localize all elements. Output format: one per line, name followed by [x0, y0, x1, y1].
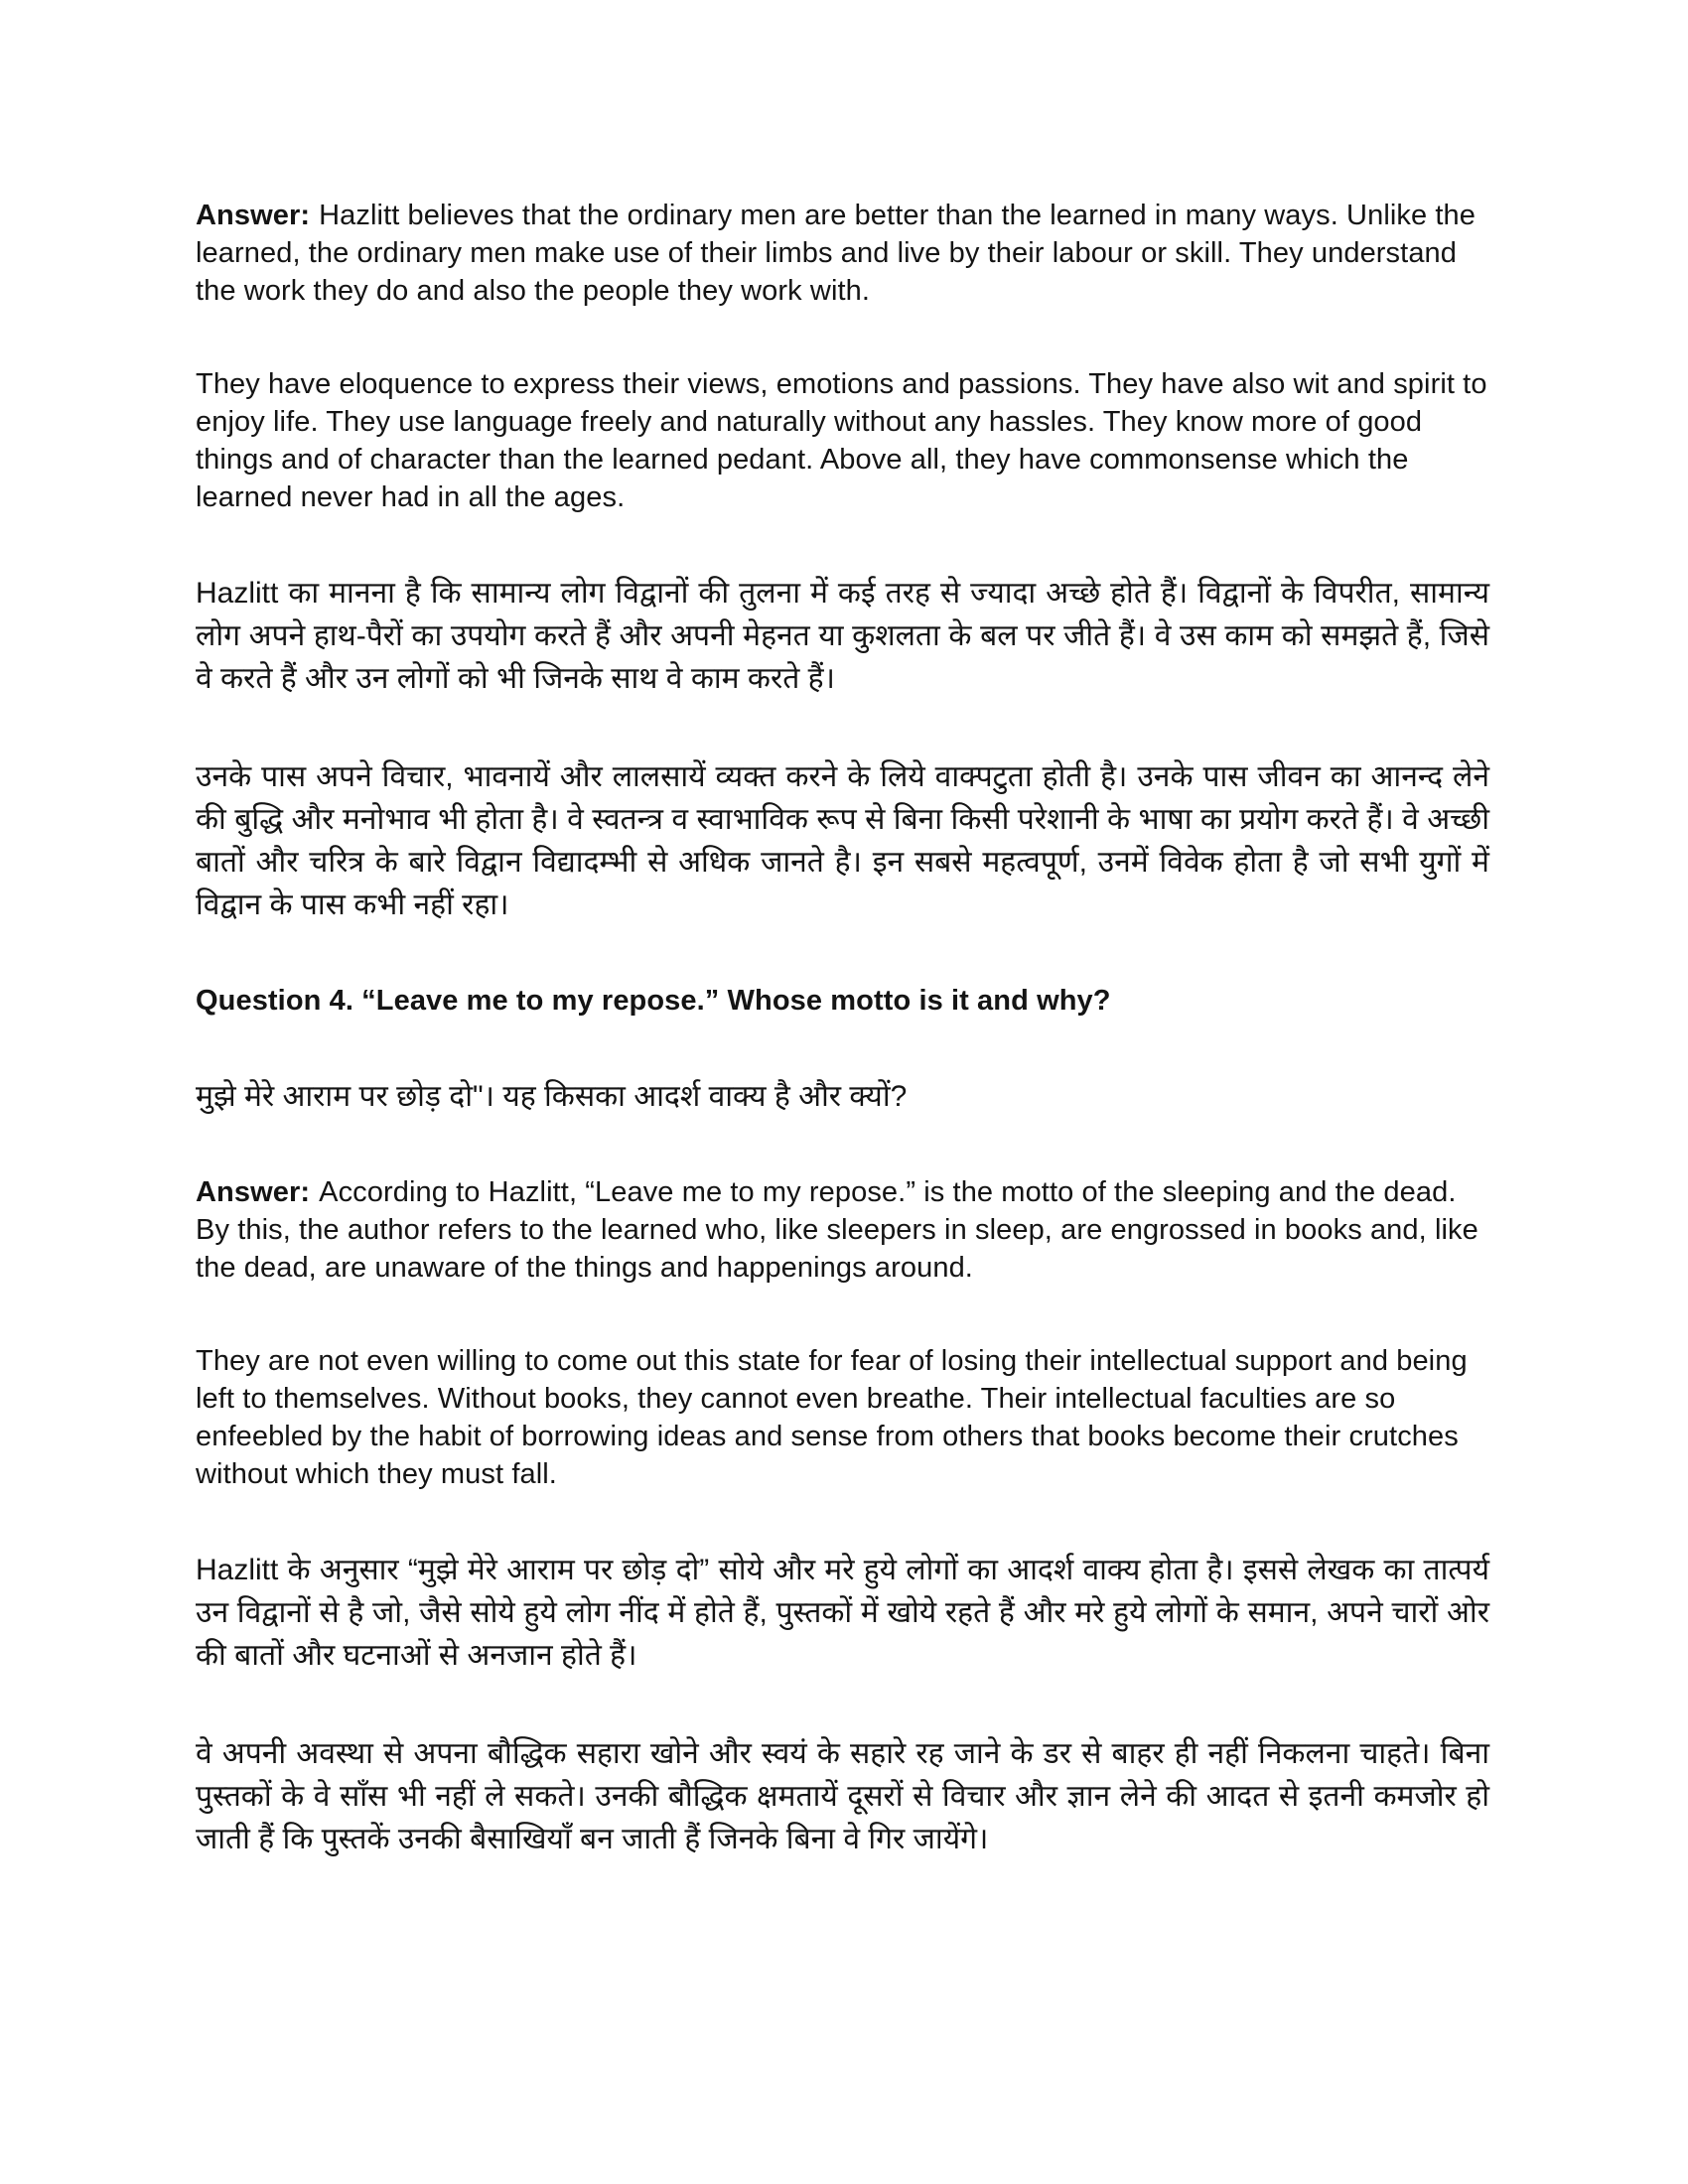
- answer-paragraph-hindi-continued: [196, 755, 1489, 926]
- paragraph-text: They are not even willing to come out this state for fear of losing their intellectual support and being left to themselves. Without books, they cannot even breathe. Their intellectual faculties are so enfeebled by the habit of borrowing ideas and sense from others that books become their crutches without which they must fall.: [196, 1345, 1468, 1490]
- answer-label: Answer:: [196, 1176, 311, 1208]
- question-4-heading: [196, 982, 1489, 1020]
- answer-4-paragraph-english-continued: [196, 1342, 1489, 1493]
- paragraph-text: They have eloquence to express their views, emotions and passions. They have also wit and spirit to enjoy life. They use language freely and naturally without any hassles. They know more of good things and of character than the learned pedant. Above all, they have commonsense which the learned never had in all the ages.: [196, 368, 1487, 513]
- paragraph-text: According to Hazlitt, “Leave me to my repose.” is the motto of the sleeping and the dead. By this, the author refers to the learned who, like sleepers in sleep, are engrossed in books and, like the dead, are unaware of the things and happenings around.: [196, 1176, 1478, 1284]
- question-text: Question 4. “Leave me to my repose.” Whose motto is it and why?: [196, 985, 1111, 1017]
- answer-label: Answer:: [196, 200, 311, 231]
- paragraph-text: Hazlitt के अनुसार “मुझे मेरे आराम पर छोड़ दो” सोये और मरे हुये लोगों का आदर्श वाक्य होता है। इससे लेखक का तात्पर्य उन विद्वानों से है जो, जैसे सोये हुये लोग नींद में होते हैं, पुस्तकों में खोये रहते हैं और मरे हुये लोगों के समान, अपने चारों ओर की बातों और घटनाओं से अनजान होते हैं।: [196, 1554, 1489, 1672]
- paragraph-text: Hazlitt believes that the ordinary men are better than the learned in many ways. Unlike the learned, the ordinary men make use of their limbs and live by their labour or skill. They understand the work they do and also the people they work with.: [196, 200, 1477, 307]
- answer-4-paragraph-hindi: [196, 1549, 1489, 1677]
- paragraph-text: वे अपनी अवस्था से अपना बौद्धिक सहारा खोने और स्वयं के सहारे रह जाने के डर से बाहर ही नहीं निकलना चाहते। बिना पुस्तकों के वे साँस भी नहीं ले सकते। उनकी बौद्धिक क्षमतायें दूसरों से विचार और ज्ञान लेने की आदत से इतनी कमजोर हो जाती हैं कि पुस्तकें उनकी बैसाखियाँ बन जाती हैं जिनके बिना वे गिर जायेंगे।: [196, 1737, 1489, 1855]
- answer-4-paragraph-english: [196, 1173, 1489, 1287]
- paragraph-text: उनके पास अपने विचार, भावनायें और लालसायें व्यक्त करने के लिये वाक्पटुता होती है। उनके पास जीवन का आनन्द लेने की बुद्धि और मनोभाव भी होता है। वे स्वतन्त्र व स्वाभाविक रूप से बिना किसी परेशानी के भाषा का प्रयोग करते हैं। वे अच्छी बातों और चरित्र के बारे विद्वान विद्यादम्भी से अधिक जानते है। इन सबसे महत्वपूर्ण, उनमें विवेक होता है जो सभी युगों में विद्वान के पास कभी नहीं रहा।: [196, 760, 1489, 921]
- question-4-hindi-translation: [196, 1075, 1489, 1118]
- answer-paragraph-hindi: [196, 572, 1489, 700]
- answer-paragraph-english-continued: [196, 365, 1489, 516]
- answer-paragraph-english: [196, 197, 1489, 310]
- answer-4-paragraph-hindi-continued: [196, 1732, 1489, 1860]
- text-column: [196, 197, 1489, 1860]
- paragraph-text: Hazlitt का मानना है कि सामान्य लोग विद्वानों की तुलना में कई तरह से ज्यादा अच्छे होते हैं। विद्वानों के विपरीत, सामान्य लोग अपने हाथ-पैरों का उपयोग करते हैं और अपनी मेहनत या कुशलता के बल पर जीते हैं। वे उस काम को समझते हैं, जिसे वे करते हैं और उन लोगों को भी जिनके साथ वे काम करते हैं।: [196, 577, 1489, 695]
- paragraph-text: मुझे मेरे आराम पर छोड़ दो"। यह किसका आदर्श वाक्य है और क्यों?: [196, 1080, 908, 1113]
